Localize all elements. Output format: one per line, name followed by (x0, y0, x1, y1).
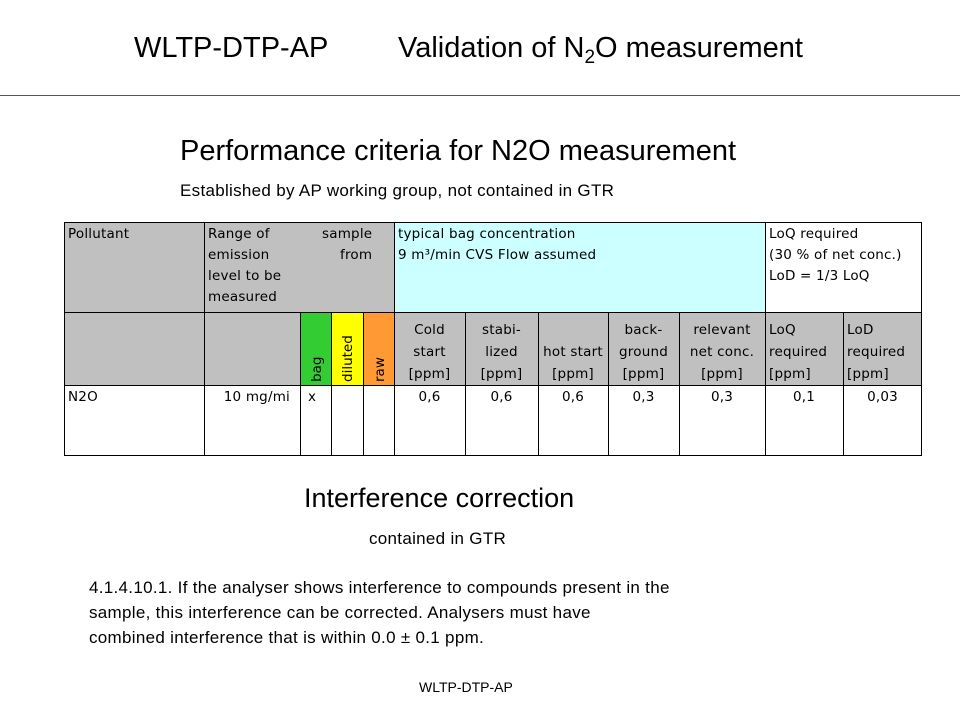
paragraph-line: 4.1.4.10.1. If the analyser shows interference to compounds present in the (89, 578, 670, 597)
grid-line (608, 312, 609, 456)
grid-line (204, 222, 205, 456)
interference-heading: Interference correction (304, 483, 575, 513)
grid-line (64, 222, 922, 223)
paragraph-line: combined interference that is within 0.0 ± 0.1 ppm. (89, 628, 485, 647)
grid-line (64, 385, 922, 386)
performance-criteria-table (64, 222, 922, 456)
grid-line (300, 312, 301, 456)
grid-line (394, 222, 395, 456)
row-relevant: 0,3 (710, 389, 734, 405)
row-hot-start: 0,6 (561, 389, 585, 405)
diluted-column-label: diluted (340, 335, 356, 382)
slide-title-part-b: O measurement (595, 32, 803, 64)
col-stabilized-header: stabi- lized [ppm] (480, 322, 523, 382)
col-sample-header: sample from (322, 226, 373, 263)
interference-paragraph (89, 575, 889, 650)
col-range-header: Range of emission level to be measured (208, 226, 282, 305)
grid-line (843, 312, 844, 456)
col-relevant-header: relevant net conc. [ppm] (689, 322, 755, 382)
grid-line (64, 312, 922, 313)
grid-line (538, 312, 539, 456)
performance-subheading: Established by AP working group, not contained in GTR (180, 181, 615, 200)
col-pollutant-header: Pollutant (68, 226, 130, 242)
row-range: 10 mg/mi (223, 389, 290, 405)
col-loq-required-header: LoQ required [ppm] (769, 322, 828, 382)
grid-line (765, 222, 766, 456)
grid-line (363, 312, 364, 456)
col-cold-start-header: Cold start [ppm] (408, 322, 451, 382)
row-cold-start: 0,6 (418, 389, 441, 405)
row-bag: x (308, 389, 317, 405)
grid-line (331, 312, 332, 456)
slide-title (398, 32, 803, 69)
col-lod-required-header: LoD required [ppm] (847, 322, 906, 382)
title-divider (0, 95, 960, 96)
col-typical-header: typical bag concentration 9 m³/min CVS Flow assumed (398, 226, 597, 263)
row-background: 0,3 (632, 389, 655, 405)
row-lod: 0,03 (867, 389, 898, 405)
header2-grey-left (64, 312, 300, 385)
col-hot-start-header: hot start [ppm] (543, 344, 603, 382)
grid-line (465, 312, 466, 456)
slide-title-left: WLTP-DTP-AP (134, 32, 329, 64)
grid-line (679, 312, 680, 456)
row-loq: 0,1 (792, 389, 816, 405)
slide-title-part-a: Validation of N (398, 32, 585, 64)
row-pollutant: N2O (68, 389, 98, 405)
bag-column-label: bag (309, 356, 325, 382)
grid-line (921, 222, 922, 456)
col-background-header: back- ground [ppm] (619, 322, 668, 382)
interference-subheading: contained in GTR (369, 529, 507, 548)
grid-line (64, 455, 922, 456)
performance-heading: Performance criteria for N2O measurement (180, 135, 737, 167)
paragraph-line: sample, this interference can be corrected. Analysers must have (89, 603, 591, 622)
footer-label: WLTP-DTP-AP (419, 679, 513, 695)
slide-title-subscript: 2 (584, 47, 596, 68)
grid-line (64, 222, 65, 456)
row-stabilized: 0,6 (490, 389, 513, 405)
raw-column-label: raw (372, 357, 388, 382)
col-loq-header: LoQ required (30 % of net conc.) LoD = 1/3 LoQ (769, 226, 902, 284)
